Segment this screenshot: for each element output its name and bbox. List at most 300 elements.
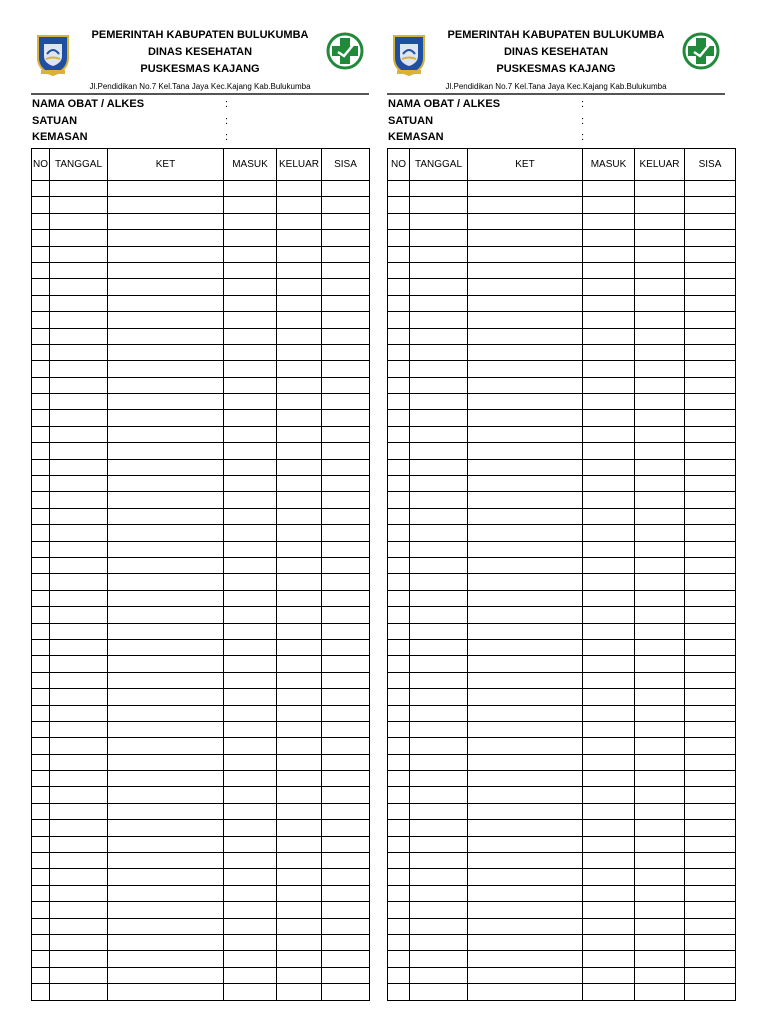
table-cell[interactable] — [635, 574, 685, 590]
table-cell[interactable] — [388, 394, 410, 410]
table-cell[interactable] — [635, 443, 685, 459]
table-cell[interactable] — [635, 607, 685, 623]
table-cell[interactable] — [224, 787, 277, 803]
table-cell[interactable] — [468, 459, 583, 475]
table-cell[interactable] — [583, 885, 635, 901]
table-cell[interactable] — [50, 262, 108, 278]
table-cell[interactable] — [410, 262, 468, 278]
table-cell[interactable] — [32, 787, 50, 803]
table-cell[interactable] — [108, 394, 224, 410]
table-cell[interactable] — [468, 689, 583, 705]
table-cell[interactable] — [583, 377, 635, 393]
table-cell[interactable] — [224, 918, 277, 934]
table-cell[interactable] — [50, 639, 108, 655]
table-cell[interactable] — [388, 344, 410, 360]
table-cell[interactable] — [468, 918, 583, 934]
table-cell[interactable] — [388, 902, 410, 918]
table-cell[interactable] — [50, 410, 108, 426]
table-cell[interactable] — [410, 639, 468, 655]
table-cell[interactable] — [583, 754, 635, 770]
table-cell[interactable] — [468, 246, 583, 262]
table-cell[interactable] — [32, 607, 50, 623]
table-cell[interactable] — [468, 967, 583, 983]
table-cell[interactable] — [410, 476, 468, 492]
table-cell[interactable] — [468, 803, 583, 819]
table-cell[interactable] — [685, 656, 736, 672]
table-cell[interactable] — [224, 377, 277, 393]
table-cell[interactable] — [224, 181, 277, 197]
table-cell[interactable] — [224, 557, 277, 573]
table-cell[interactable] — [410, 328, 468, 344]
table-cell[interactable] — [685, 721, 736, 737]
table-cell[interactable] — [410, 656, 468, 672]
table-cell[interactable] — [468, 820, 583, 836]
table-cell[interactable] — [685, 869, 736, 885]
table-cell[interactable] — [388, 213, 410, 229]
table-cell[interactable] — [410, 918, 468, 934]
table-cell[interactable] — [50, 820, 108, 836]
table-cell[interactable] — [277, 869, 322, 885]
table-cell[interactable] — [277, 787, 322, 803]
table-cell[interactable] — [468, 771, 583, 787]
table-cell[interactable] — [685, 426, 736, 442]
table-cell[interactable] — [388, 885, 410, 901]
table-cell[interactable] — [388, 557, 410, 573]
table-cell[interactable] — [685, 262, 736, 278]
table-cell[interactable] — [322, 803, 370, 819]
table-cell[interactable] — [108, 607, 224, 623]
table-cell[interactable] — [388, 590, 410, 606]
table-cell[interactable] — [583, 230, 635, 246]
table-cell[interactable] — [224, 820, 277, 836]
table-cell[interactable] — [277, 476, 322, 492]
table-cell[interactable] — [50, 853, 108, 869]
table-cell[interactable] — [224, 656, 277, 672]
table-cell[interactable] — [32, 279, 50, 295]
table-cell[interactable] — [224, 295, 277, 311]
table-cell[interactable] — [468, 426, 583, 442]
table-cell[interactable] — [108, 639, 224, 655]
table-cell[interactable] — [388, 230, 410, 246]
table-cell[interactable] — [277, 213, 322, 229]
table-cell[interactable] — [388, 328, 410, 344]
table-cell[interactable] — [388, 853, 410, 869]
table-cell[interactable] — [468, 213, 583, 229]
table-cell[interactable] — [277, 607, 322, 623]
table-cell[interactable] — [50, 869, 108, 885]
table-cell[interactable] — [410, 181, 468, 197]
table-cell[interactable] — [685, 787, 736, 803]
table-cell[interactable] — [322, 771, 370, 787]
table-cell[interactable] — [32, 623, 50, 639]
table-cell[interactable] — [50, 967, 108, 983]
table-cell[interactable] — [224, 312, 277, 328]
table-cell[interactable] — [468, 705, 583, 721]
table-cell[interactable] — [410, 803, 468, 819]
table-cell[interactable] — [108, 803, 224, 819]
table-cell[interactable] — [277, 705, 322, 721]
table-cell[interactable] — [32, 771, 50, 787]
table-cell[interactable] — [468, 541, 583, 557]
table-cell[interactable] — [635, 820, 685, 836]
table-cell[interactable] — [50, 443, 108, 459]
table-cell[interactable] — [410, 590, 468, 606]
table-cell[interactable] — [410, 344, 468, 360]
table-cell[interactable] — [108, 853, 224, 869]
table-cell[interactable] — [108, 443, 224, 459]
table-cell[interactable] — [685, 361, 736, 377]
table-cell[interactable] — [277, 656, 322, 672]
table-cell[interactable] — [32, 557, 50, 573]
table-cell[interactable] — [32, 885, 50, 901]
table-cell[interactable] — [410, 508, 468, 524]
table-cell[interactable] — [468, 344, 583, 360]
table-cell[interactable] — [468, 574, 583, 590]
table-cell[interactable] — [468, 262, 583, 278]
table-cell[interactable] — [32, 426, 50, 442]
table-cell[interactable] — [224, 459, 277, 475]
table-cell[interactable] — [635, 639, 685, 655]
table-cell[interactable] — [277, 508, 322, 524]
table-cell[interactable] — [277, 492, 322, 508]
table-cell[interactable] — [50, 754, 108, 770]
table-cell[interactable] — [224, 197, 277, 213]
table-cell[interactable] — [583, 951, 635, 967]
table-cell[interactable] — [277, 443, 322, 459]
table-cell[interactable] — [388, 312, 410, 328]
table-cell[interactable] — [388, 803, 410, 819]
table-cell[interactable] — [468, 934, 583, 950]
table-cell[interactable] — [635, 803, 685, 819]
table-cell[interactable] — [224, 984, 277, 1000]
table-cell[interactable] — [635, 869, 685, 885]
table-cell[interactable] — [322, 853, 370, 869]
table-cell[interactable] — [108, 590, 224, 606]
table-cell[interactable] — [322, 754, 370, 770]
table-cell[interactable] — [32, 836, 50, 852]
table-cell[interactable] — [583, 705, 635, 721]
table-cell[interactable] — [468, 951, 583, 967]
table-cell[interactable] — [410, 459, 468, 475]
table-cell[interactable] — [583, 607, 635, 623]
table-cell[interactable] — [32, 295, 50, 311]
table-cell[interactable] — [583, 656, 635, 672]
table-cell[interactable] — [583, 934, 635, 950]
table-cell[interactable] — [388, 918, 410, 934]
table-cell[interactable] — [32, 869, 50, 885]
table-cell[interactable] — [583, 738, 635, 754]
table-cell[interactable] — [50, 459, 108, 475]
table-cell[interactable] — [108, 426, 224, 442]
table-cell[interactable] — [108, 312, 224, 328]
table-cell[interactable] — [50, 361, 108, 377]
table-cell[interactable] — [277, 721, 322, 737]
table-cell[interactable] — [224, 623, 277, 639]
table-cell[interactable] — [468, 607, 583, 623]
table-cell[interactable] — [32, 639, 50, 655]
table-cell[interactable] — [388, 377, 410, 393]
table-cell[interactable] — [224, 771, 277, 787]
table-cell[interactable] — [224, 869, 277, 885]
table-cell[interactable] — [685, 771, 736, 787]
table-cell[interactable] — [388, 181, 410, 197]
table-cell[interactable] — [685, 328, 736, 344]
table-cell[interactable] — [32, 197, 50, 213]
table-cell[interactable] — [32, 459, 50, 475]
table-cell[interactable] — [224, 361, 277, 377]
table-cell[interactable] — [32, 213, 50, 229]
table-cell[interactable] — [50, 197, 108, 213]
table-cell[interactable] — [50, 623, 108, 639]
table-cell[interactable] — [50, 902, 108, 918]
table-cell[interactable] — [108, 557, 224, 573]
table-cell[interactable] — [685, 803, 736, 819]
table-cell[interactable] — [224, 328, 277, 344]
table-cell[interactable] — [277, 557, 322, 573]
table-cell[interactable] — [410, 787, 468, 803]
table-cell[interactable] — [108, 262, 224, 278]
table-cell[interactable] — [468, 787, 583, 803]
table-cell[interactable] — [50, 213, 108, 229]
table-cell[interactable] — [583, 771, 635, 787]
table-cell[interactable] — [685, 754, 736, 770]
table-cell[interactable] — [108, 705, 224, 721]
table-cell[interactable] — [635, 853, 685, 869]
table-cell[interactable] — [468, 230, 583, 246]
table-cell[interactable] — [388, 541, 410, 557]
table-cell[interactable] — [685, 705, 736, 721]
table-cell[interactable] — [388, 279, 410, 295]
table-cell[interactable] — [322, 279, 370, 295]
table-cell[interactable] — [468, 377, 583, 393]
table-cell[interactable] — [32, 181, 50, 197]
table-cell[interactable] — [50, 312, 108, 328]
table-cell[interactable] — [685, 853, 736, 869]
table-cell[interactable] — [388, 410, 410, 426]
table-cell[interactable] — [410, 672, 468, 688]
table-cell[interactable] — [410, 902, 468, 918]
table-cell[interactable] — [32, 410, 50, 426]
table-cell[interactable] — [388, 476, 410, 492]
table-cell[interactable] — [32, 656, 50, 672]
table-cell[interactable] — [322, 738, 370, 754]
table-cell[interactable] — [50, 672, 108, 688]
table-cell[interactable] — [410, 705, 468, 721]
table-cell[interactable] — [224, 262, 277, 278]
table-cell[interactable] — [32, 476, 50, 492]
table-cell[interactable] — [468, 738, 583, 754]
table-cell[interactable] — [224, 230, 277, 246]
table-cell[interactable] — [685, 525, 736, 541]
table-cell[interactable] — [224, 951, 277, 967]
table-cell[interactable] — [32, 443, 50, 459]
table-cell[interactable] — [277, 574, 322, 590]
table-cell[interactable] — [277, 279, 322, 295]
table-cell[interactable] — [583, 279, 635, 295]
table-cell[interactable] — [583, 541, 635, 557]
table-cell[interactable] — [583, 787, 635, 803]
table-cell[interactable] — [50, 721, 108, 737]
table-cell[interactable] — [108, 344, 224, 360]
table-cell[interactable] — [635, 476, 685, 492]
table-cell[interactable] — [50, 771, 108, 787]
table-cell[interactable] — [277, 771, 322, 787]
table-cell[interactable] — [108, 197, 224, 213]
table-cell[interactable] — [468, 639, 583, 655]
table-cell[interactable] — [277, 328, 322, 344]
table-cell[interactable] — [583, 328, 635, 344]
table-cell[interactable] — [50, 738, 108, 754]
table-cell[interactable] — [32, 689, 50, 705]
table-cell[interactable] — [108, 902, 224, 918]
table-cell[interactable] — [583, 508, 635, 524]
table-cell[interactable] — [583, 459, 635, 475]
table-cell[interactable] — [685, 574, 736, 590]
table-cell[interactable] — [685, 820, 736, 836]
table-cell[interactable] — [635, 295, 685, 311]
table-cell[interactable] — [410, 951, 468, 967]
table-cell[interactable] — [388, 459, 410, 475]
table-cell[interactable] — [635, 213, 685, 229]
table-cell[interactable] — [685, 508, 736, 524]
table-cell[interactable] — [277, 885, 322, 901]
table-cell[interactable] — [388, 623, 410, 639]
table-cell[interactable] — [388, 443, 410, 459]
table-cell[interactable] — [388, 607, 410, 623]
table-cell[interactable] — [388, 951, 410, 967]
table-cell[interactable] — [108, 967, 224, 983]
table-cell[interactable] — [108, 869, 224, 885]
table-cell[interactable] — [685, 902, 736, 918]
table-cell[interactable] — [50, 328, 108, 344]
table-cell[interactable] — [224, 476, 277, 492]
table-cell[interactable] — [277, 984, 322, 1000]
table-cell[interactable] — [685, 951, 736, 967]
table-cell[interactable] — [108, 361, 224, 377]
table-cell[interactable] — [32, 246, 50, 262]
table-cell[interactable] — [635, 459, 685, 475]
table-cell[interactable] — [50, 656, 108, 672]
table-cell[interactable] — [322, 508, 370, 524]
table-cell[interactable] — [635, 967, 685, 983]
table-cell[interactable] — [635, 557, 685, 573]
table-cell[interactable] — [583, 918, 635, 934]
table-cell[interactable] — [388, 361, 410, 377]
table-cell[interactable] — [635, 508, 685, 524]
table-cell[interactable] — [388, 525, 410, 541]
table-cell[interactable] — [468, 525, 583, 541]
table-cell[interactable] — [583, 967, 635, 983]
table-cell[interactable] — [322, 525, 370, 541]
table-cell[interactable] — [32, 344, 50, 360]
table-cell[interactable] — [388, 721, 410, 737]
table-cell[interactable] — [635, 951, 685, 967]
table-cell[interactable] — [322, 541, 370, 557]
table-cell[interactable] — [277, 902, 322, 918]
table-cell[interactable] — [635, 197, 685, 213]
table-cell[interactable] — [277, 394, 322, 410]
table-cell[interactable] — [410, 869, 468, 885]
table-cell[interactable] — [583, 492, 635, 508]
table-cell[interactable] — [277, 820, 322, 836]
table-cell[interactable] — [224, 607, 277, 623]
table-cell[interactable] — [50, 230, 108, 246]
table-cell[interactable] — [410, 312, 468, 328]
table-cell[interactable] — [468, 295, 583, 311]
table-cell[interactable] — [322, 197, 370, 213]
table-cell[interactable] — [322, 607, 370, 623]
table-cell[interactable] — [388, 934, 410, 950]
table-cell[interactable] — [583, 902, 635, 918]
table-cell[interactable] — [685, 738, 736, 754]
table-cell[interactable] — [410, 689, 468, 705]
table-cell[interactable] — [685, 295, 736, 311]
table-cell[interactable] — [685, 918, 736, 934]
table-cell[interactable] — [32, 951, 50, 967]
table-cell[interactable] — [388, 656, 410, 672]
table-cell[interactable] — [224, 836, 277, 852]
table-cell[interactable] — [32, 820, 50, 836]
table-cell[interactable] — [108, 672, 224, 688]
table-cell[interactable] — [685, 230, 736, 246]
table-cell[interactable] — [583, 394, 635, 410]
table-cell[interactable] — [108, 492, 224, 508]
table-cell[interactable] — [322, 361, 370, 377]
table-cell[interactable] — [322, 394, 370, 410]
table-cell[interactable] — [410, 557, 468, 573]
table-cell[interactable] — [50, 590, 108, 606]
table-cell[interactable] — [32, 541, 50, 557]
table-cell[interactable] — [685, 639, 736, 655]
table-cell[interactable] — [277, 836, 322, 852]
table-cell[interactable] — [468, 853, 583, 869]
table-cell[interactable] — [50, 984, 108, 1000]
table-cell[interactable] — [108, 918, 224, 934]
table-cell[interactable] — [224, 508, 277, 524]
table-cell[interactable] — [635, 181, 685, 197]
table-cell[interactable] — [224, 246, 277, 262]
table-cell[interactable] — [322, 639, 370, 655]
table-cell[interactable] — [583, 197, 635, 213]
table-cell[interactable] — [410, 574, 468, 590]
table-cell[interactable] — [583, 312, 635, 328]
table-cell[interactable] — [635, 312, 685, 328]
table-cell[interactable] — [108, 574, 224, 590]
table-cell[interactable] — [410, 836, 468, 852]
table-cell[interactable] — [410, 279, 468, 295]
table-cell[interactable] — [322, 656, 370, 672]
table-cell[interactable] — [32, 394, 50, 410]
table-cell[interactable] — [583, 361, 635, 377]
table-cell[interactable] — [322, 623, 370, 639]
table-cell[interactable] — [108, 377, 224, 393]
table-cell[interactable] — [583, 853, 635, 869]
table-cell[interactable] — [583, 574, 635, 590]
table-cell[interactable] — [388, 984, 410, 1000]
table-cell[interactable] — [224, 803, 277, 819]
table-cell[interactable] — [224, 426, 277, 442]
table-cell[interactable] — [468, 361, 583, 377]
table-cell[interactable] — [583, 869, 635, 885]
table-cell[interactable] — [32, 590, 50, 606]
table-cell[interactable] — [224, 705, 277, 721]
table-cell[interactable] — [685, 557, 736, 573]
table-cell[interactable] — [322, 934, 370, 950]
table-cell[interactable] — [635, 689, 685, 705]
table-cell[interactable] — [322, 574, 370, 590]
table-cell[interactable] — [224, 967, 277, 983]
table-cell[interactable] — [322, 459, 370, 475]
